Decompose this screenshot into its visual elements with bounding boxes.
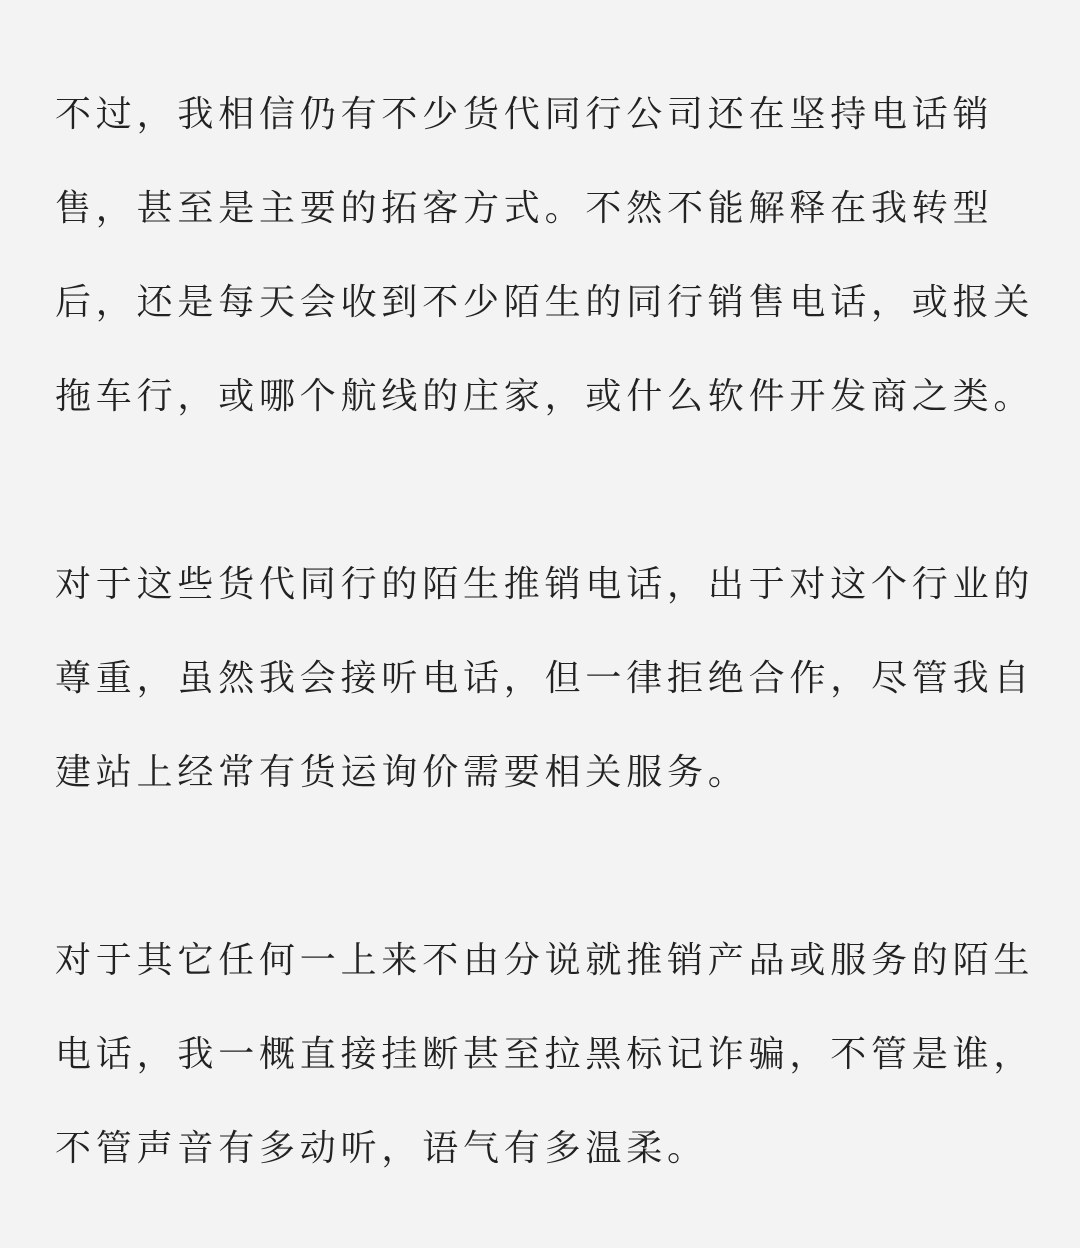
paragraph-3: 对于其它任何一上来不由分说就推销产品或服务的陌生电话，我一概直接挂断甚至拉黑标记诈骗，不管是谁，不管声音有多动听，语气有多温柔。 — [55, 940, 1035, 1169]
article-body — [55, 68, 1035, 1196]
paragraph-2: 对于这些货代同行的陌生推销电话，出于对这个行业的尊重，虽然我会接听电话，但一律拒绝合作，尽管我自建站上经常有货运询价需要相关服务。 — [55, 564, 1035, 793]
paragraph-1: 不过，我相信仍有不少货代同行公司还在坚持电话销售，甚至是主要的拓客方式。不然不能解释在我转型后，还是每天会收到不少陌生的同行销售电话，或报关拖车行，或哪个航线的庄家，或什么软件开发商之类。 — [55, 94, 1035, 417]
